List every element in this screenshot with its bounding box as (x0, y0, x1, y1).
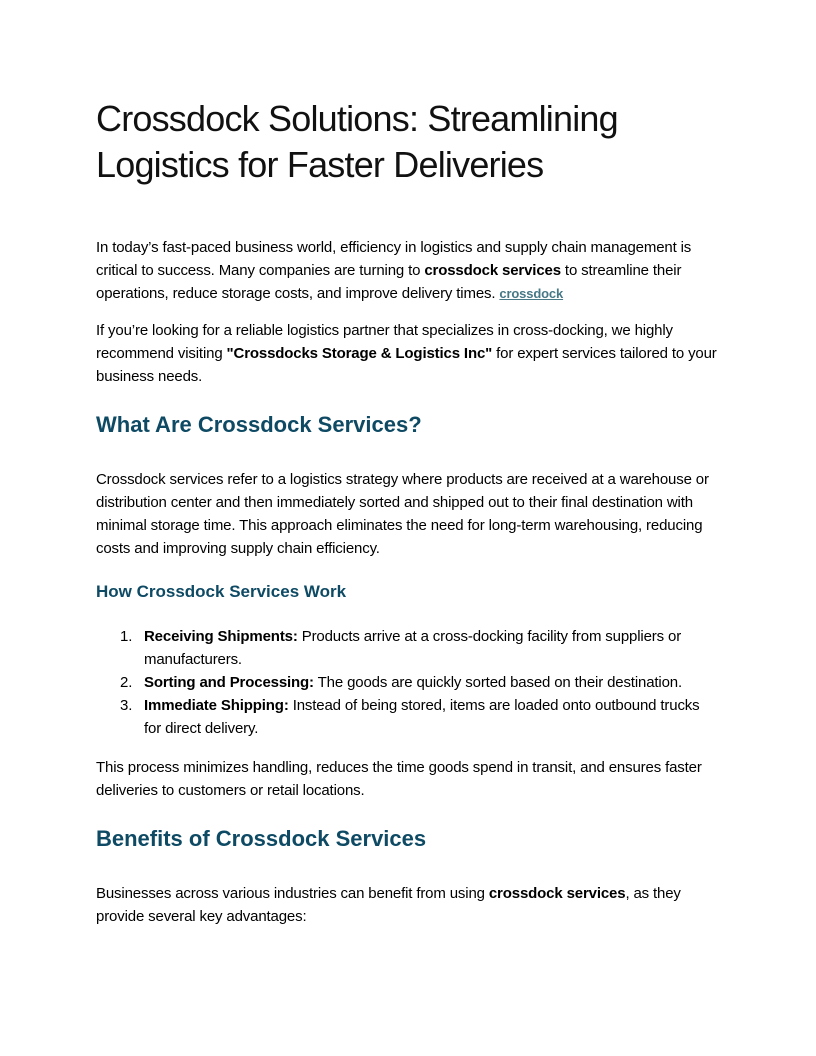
list-item (96, 625, 720, 671)
benefits-text-2: , as they provide several key advantages: (96, 885, 681, 925)
intro-paragraph (96, 236, 720, 305)
benefits-bold-crossdock-services: crossdock services (488, 885, 626, 902)
list-number: 2. (120, 674, 133, 691)
heading-benefits-of-crossdock-services: Benefits of Crossdock Services (96, 826, 427, 851)
crossdock-link[interactable]: crossdock (499, 286, 564, 301)
heading-how-crossdock-services-work: How Crossdock Services Work (96, 582, 347, 601)
step-bold-label: Immediate Shipping: (144, 697, 289, 714)
list-number: 3. (120, 697, 133, 714)
intro-text-2: to streamline their operations, reduce storage costs, and improve delivery times. (96, 262, 682, 302)
list-item (96, 671, 720, 694)
step-text: The goods are quickly sorted based on their destination. (313, 674, 682, 691)
recommend-text-2: for expert services tailored to your business needs. (96, 345, 717, 385)
steps-list (96, 625, 720, 740)
recommend-bold-company: "Crossdocks Storage & Logistics Inc" (226, 345, 493, 362)
list-number: 1. (120, 628, 133, 645)
intro-bold-crossdock-services: crossdock services (424, 262, 561, 279)
document-title: Crossdock Solutions: Streamlining Logistics for Faster Deliveries (96, 98, 618, 185)
process-paragraph: This process minimizes handling, reduces the time goods spend in transit, and ensures faster deliveries to customers or retail locations. (96, 759, 702, 799)
step-text: Instead of being stored, items are loaded onto outbound trucks for direct delivery. (144, 697, 700, 737)
step-text: Products arrive at a cross-docking facility from suppliers or manufacturers. (144, 628, 682, 668)
what-paragraph: Crossdock services refer to a logistics strategy where products are received at a warehouse or distribution center and then immediately sorted and shipped out to their final destination with minimal storage time. This approach eliminates the need for long-term warehousing, reducing costs and improving supply chain efficiency. (96, 471, 709, 557)
intro-text-1: In today’s fast-paced business world, efficiency in logistics and supply chain management is critical to success. Many companies are turning to (96, 239, 692, 279)
benefits-paragraph (96, 882, 720, 928)
recommend-paragraph (96, 319, 720, 388)
list-item (96, 694, 720, 740)
heading-what-are-crossdock-services: What Are Crossdock Services? (96, 412, 422, 437)
step-bold-label: Receiving Shipments: (144, 628, 298, 645)
step-bold-label: Sorting and Processing: (144, 674, 314, 691)
benefits-text-1: Businesses across various industries can benefit from using (96, 885, 489, 902)
recommend-text-1: If you’re looking for a reliable logistics partner that specializes in cross-docking, we highly recommend visiting (96, 322, 673, 362)
document-page (96, 96, 720, 928)
